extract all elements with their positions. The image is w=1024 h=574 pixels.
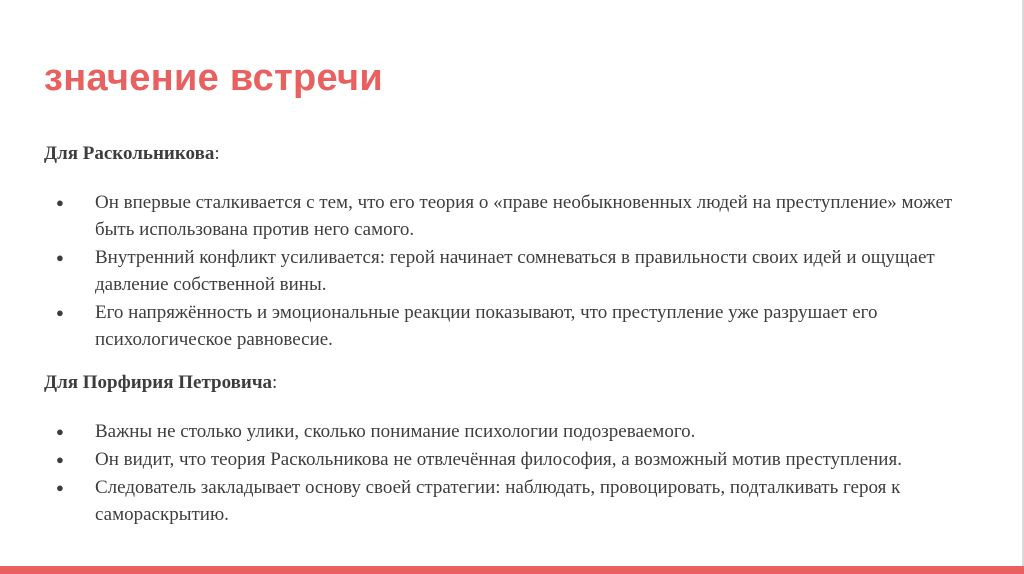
list-item-text: Он впервые сталкивается с тем, что его теория о «праве необыкновенных людей на преступление» может быть использована против него самого. bbox=[95, 192, 953, 240]
bullet-icon: ● bbox=[56, 424, 64, 439]
bullet-list bbox=[44, 418, 974, 528]
list-item bbox=[44, 244, 974, 298]
list-item-text: Его напряжённость и эмоциональные реакции показывают, что преступление уже разрушает его психологическое равновесие. bbox=[95, 302, 878, 350]
bullet-icon: ● bbox=[56, 250, 64, 265]
slide-bottom-accent-bar bbox=[0, 566, 1024, 574]
list-item-text: Внутренний конфликт усиливается: герой начинает сомневаться в правильности своих идей и ощущает давление собственной вины. bbox=[95, 247, 935, 295]
list-item bbox=[44, 446, 974, 473]
section-heading bbox=[44, 140, 974, 167]
list-item-text: Важны не столько улики, сколько понимание психологии подозреваемого. bbox=[95, 421, 696, 442]
list-item bbox=[44, 189, 974, 243]
bullet-icon: ● bbox=[56, 480, 64, 495]
list-item bbox=[44, 418, 974, 445]
bullet-list bbox=[44, 189, 974, 353]
section-heading bbox=[44, 369, 974, 396]
section-raskolnikov bbox=[44, 140, 974, 353]
list-item-text: Следователь закладывает основу своей стратегии: наблюдать, провоцировать, подталкивать героя к самораскрытию. bbox=[95, 477, 901, 525]
slide-content bbox=[44, 140, 974, 544]
section-heading-text: Для Раскольникова bbox=[44, 143, 215, 164]
slide-title: значение встречи bbox=[44, 57, 384, 99]
section-heading-colon: : bbox=[214, 143, 220, 164]
bullet-icon: ● bbox=[56, 305, 64, 320]
bullet-icon: ● bbox=[56, 452, 64, 467]
list-item bbox=[44, 299, 974, 353]
list-item-text: Он видит, что теория Раскольникова не отвлечённая философия, а возможный мотив преступления. bbox=[95, 449, 902, 470]
bullet-icon: ● bbox=[56, 195, 64, 210]
section-heading-text: Для Порфирия Петровича bbox=[44, 372, 273, 393]
section-heading-colon: : bbox=[272, 372, 278, 393]
section-porfiry bbox=[44, 369, 974, 528]
list-item bbox=[44, 474, 974, 528]
